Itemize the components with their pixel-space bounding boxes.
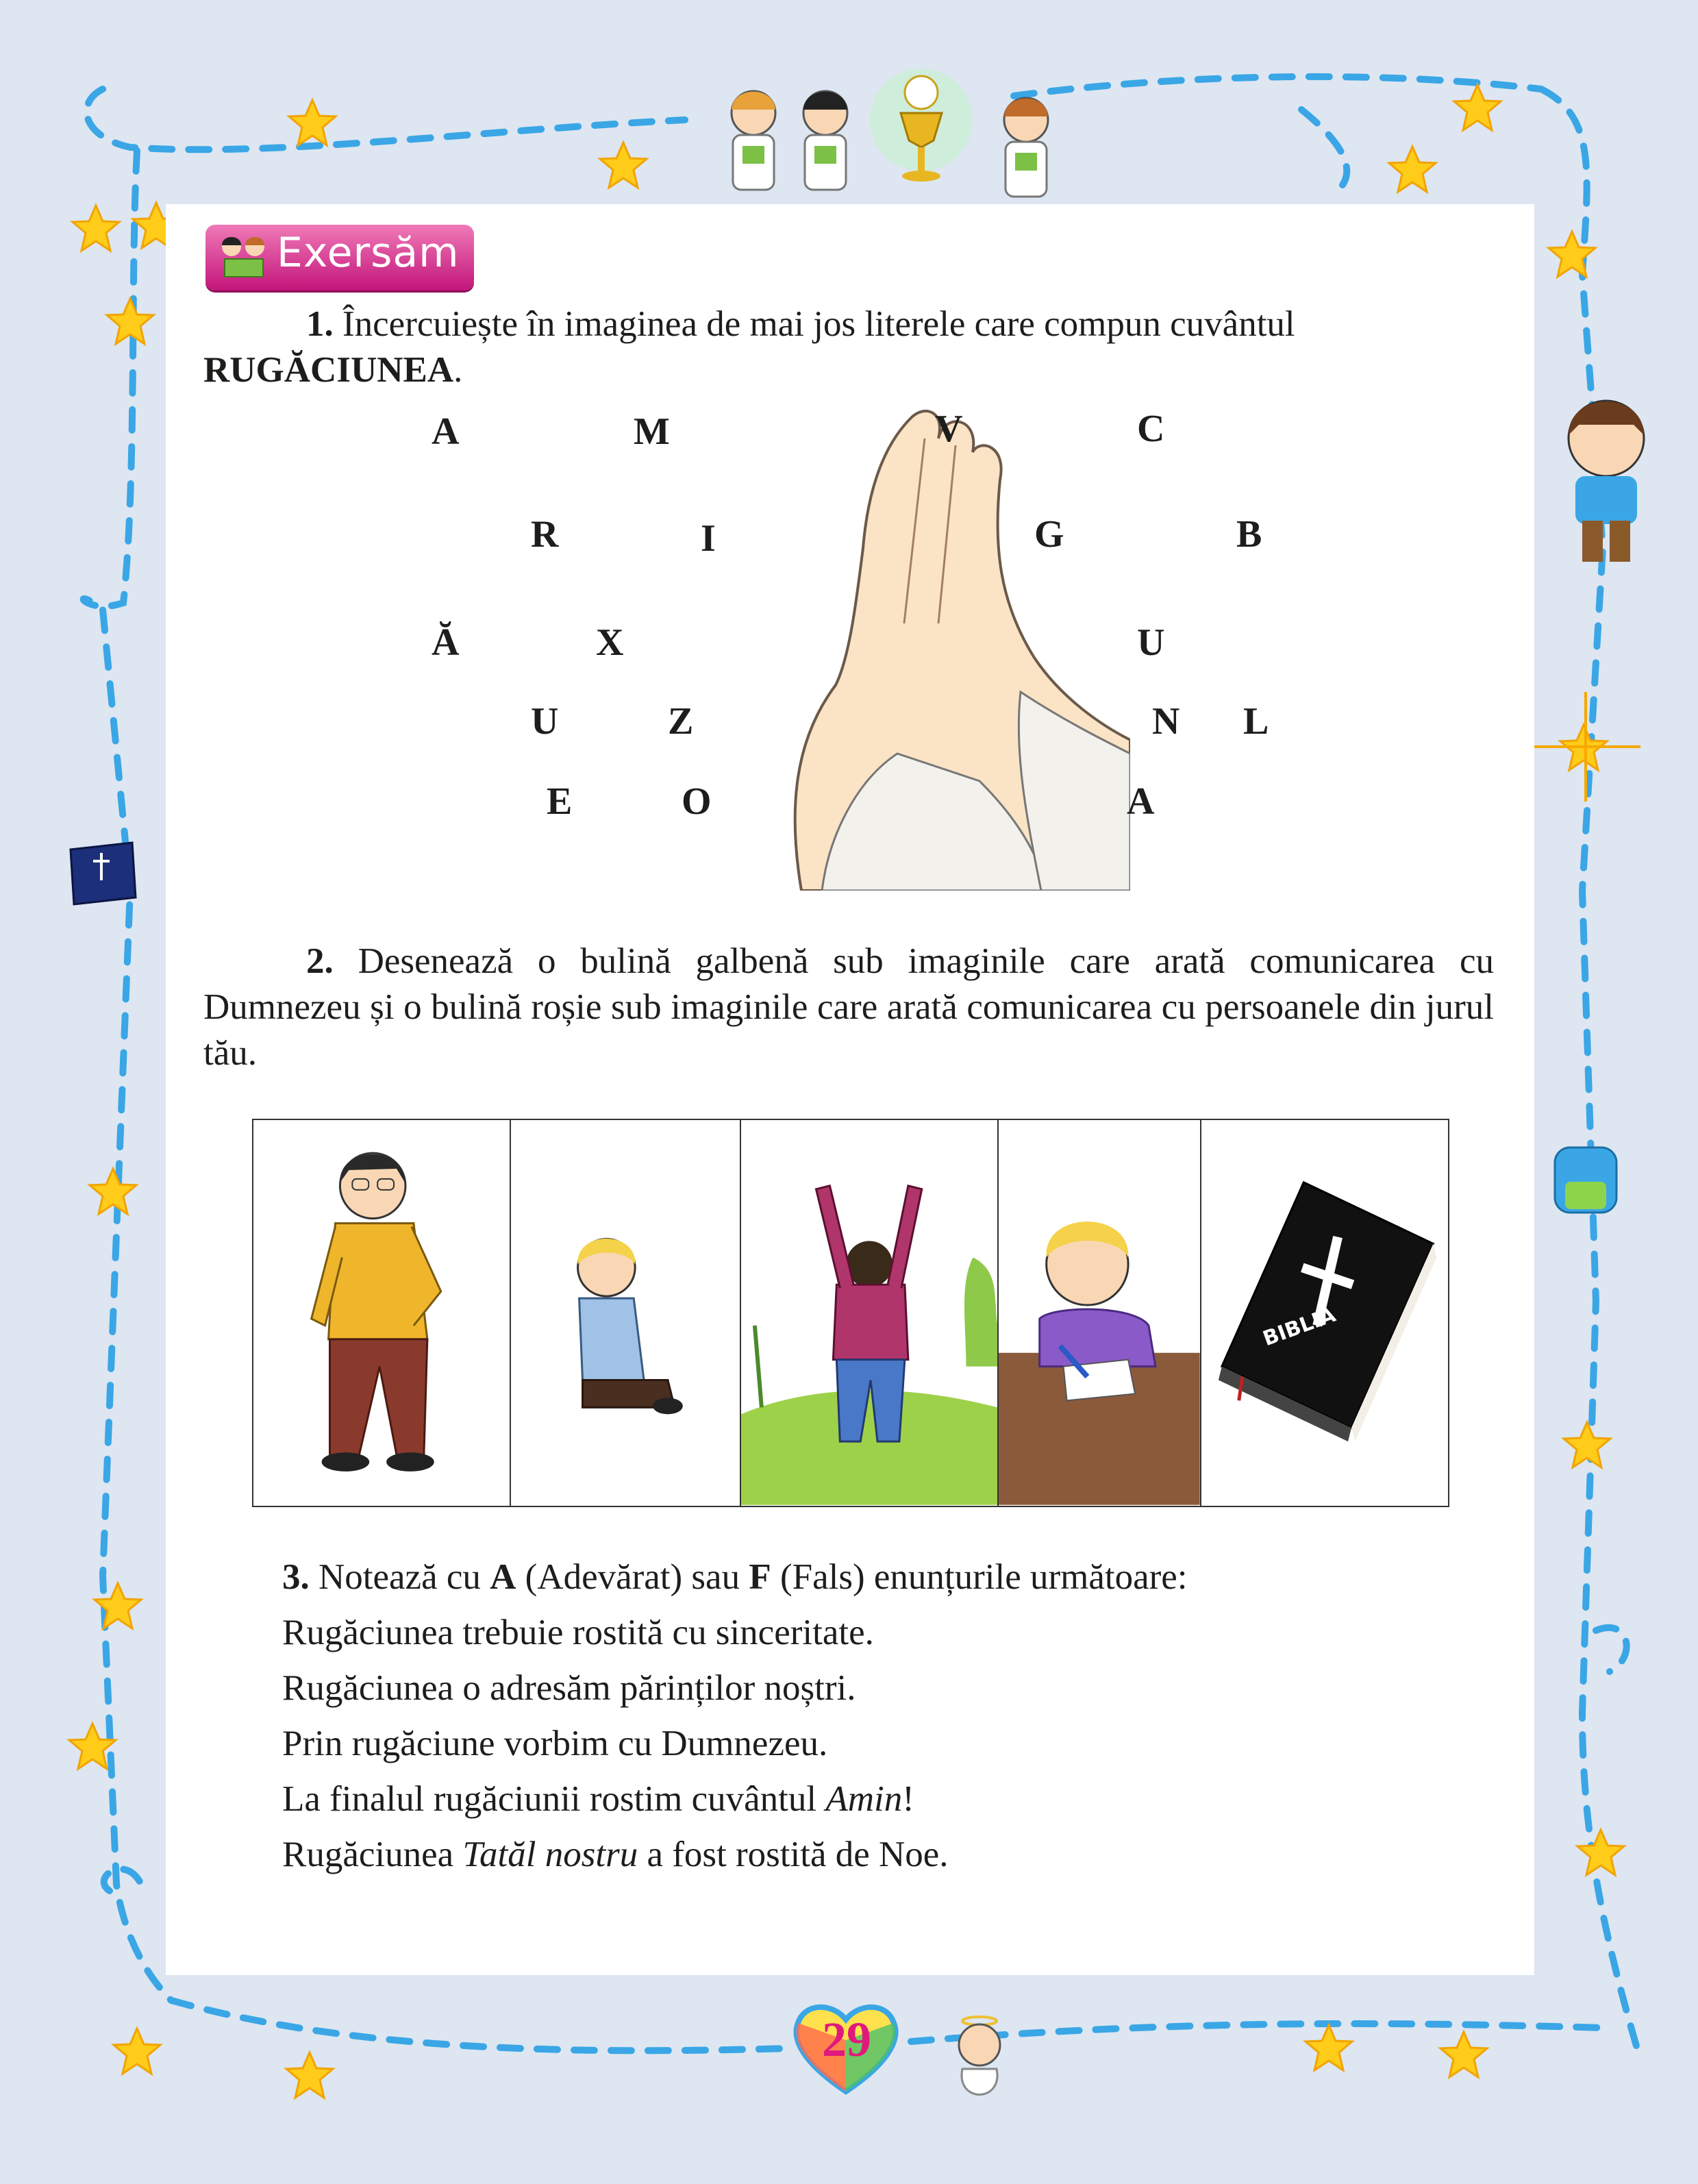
true-letter: A bbox=[490, 1557, 516, 1597]
grid-letter[interactable]: L bbox=[1243, 700, 1269, 743]
grid-letter[interactable]: A bbox=[432, 410, 460, 453]
letter-grid bbox=[425, 397, 1274, 891]
statement-4[interactable] bbox=[282, 1772, 1188, 1827]
exercise1-text: Încercuiește în imaginea de mai jos literele care compun cuvântul bbox=[342, 304, 1295, 344]
exercise1-instruction bbox=[203, 301, 1494, 393]
man-on-phone-image bbox=[253, 1120, 510, 1506]
boy-writing-image bbox=[999, 1120, 1200, 1506]
exercise1-punct: . bbox=[453, 350, 463, 390]
image-cell-boy-kneeling[interactable] bbox=[511, 1120, 740, 1506]
grid-letter[interactable]: O bbox=[682, 780, 712, 823]
exercise3-number: 3. bbox=[282, 1557, 310, 1597]
true-word: (Adevărat) sau bbox=[525, 1557, 740, 1597]
bible-label: BIBLIA bbox=[1260, 1302, 1339, 1352]
grid-letter[interactable]: N bbox=[1152, 700, 1180, 743]
grid-letter[interactable]: G bbox=[1034, 513, 1064, 556]
exercise1-number: 1. bbox=[306, 304, 334, 344]
grid-letter[interactable]: A bbox=[1127, 780, 1155, 823]
grid-letter[interactable]: M bbox=[634, 410, 670, 453]
image-cell-bible[interactable] bbox=[1201, 1120, 1448, 1506]
exercise3-instruction bbox=[282, 1550, 1188, 1605]
exercise2-instruction bbox=[203, 939, 1494, 1076]
statement-5[interactable] bbox=[282, 1827, 1188, 1883]
grid-letter[interactable]: I bbox=[701, 517, 716, 560]
image-cell-man-on-phone[interactable] bbox=[253, 1120, 511, 1506]
false-word: (Fals) enunțurile următoare: bbox=[779, 1557, 1188, 1597]
statement-1[interactable]: Rugăciunea trebuie rostită cu sinceritate. bbox=[282, 1613, 874, 1652]
statement-4-end: ! bbox=[902, 1779, 914, 1819]
reading-kids-icon bbox=[212, 232, 275, 284]
grid-letter[interactable]: C bbox=[1137, 408, 1165, 450]
statement-5-italic: Tatăl nostru bbox=[462, 1835, 638, 1874]
person-arms-raised-image bbox=[741, 1120, 997, 1506]
grid-letter[interactable]: X bbox=[596, 621, 624, 664]
page-number: 29 bbox=[822, 2012, 871, 2067]
statement-4-text: La finalul rugăciunii rostim cuvântul bbox=[282, 1779, 817, 1819]
exercise2-number: 2. bbox=[306, 941, 334, 981]
exercise1-word: RUGĂCIUNEA bbox=[203, 350, 454, 390]
grid-letter[interactable]: Ă bbox=[432, 621, 460, 664]
badge-label: Exersăm bbox=[277, 229, 460, 277]
grid-letter[interactable]: R bbox=[531, 513, 559, 556]
statement-2[interactable]: Rugăciunea o adresăm părinților noștri. bbox=[282, 1668, 856, 1708]
exercise3-intro: Notează cu bbox=[319, 1557, 481, 1597]
exercise2-text: Desenează o bulină galbenă sub imaginile care arată comunicarea cu Dumnezeu și o bulină roșie sub imaginile care arată comunicarea cu persoanele din jurul tău. bbox=[203, 941, 1494, 1073]
grid-letter[interactable]: U bbox=[1137, 621, 1165, 664]
statement-4-italic: Amin bbox=[825, 1779, 903, 1819]
image-strip bbox=[252, 1119, 1449, 1507]
image-cell-boy-writing[interactable] bbox=[999, 1120, 1201, 1506]
image-cell-arms-raised[interactable] bbox=[741, 1120, 999, 1506]
statement-3[interactable]: Prin rugăciune vorbim cu Dumnezeu. bbox=[282, 1724, 828, 1763]
grid-letter[interactable]: V bbox=[935, 408, 963, 450]
false-letter: F bbox=[749, 1557, 771, 1597]
grid-letter[interactable]: B bbox=[1236, 513, 1262, 556]
bible-book-image bbox=[1201, 1120, 1448, 1506]
statement-5-end: a fost rostită de Noe. bbox=[647, 1835, 949, 1874]
statement-5-text: Rugăciunea bbox=[282, 1835, 454, 1874]
exercise3 bbox=[282, 1550, 1188, 1883]
boy-kneeling-praying-image bbox=[511, 1120, 739, 1506]
grid-letter[interactable]: U bbox=[531, 700, 559, 743]
section-badge bbox=[205, 225, 474, 290]
grid-letter[interactable]: E bbox=[547, 780, 573, 823]
grid-letter[interactable]: Z bbox=[668, 700, 694, 743]
